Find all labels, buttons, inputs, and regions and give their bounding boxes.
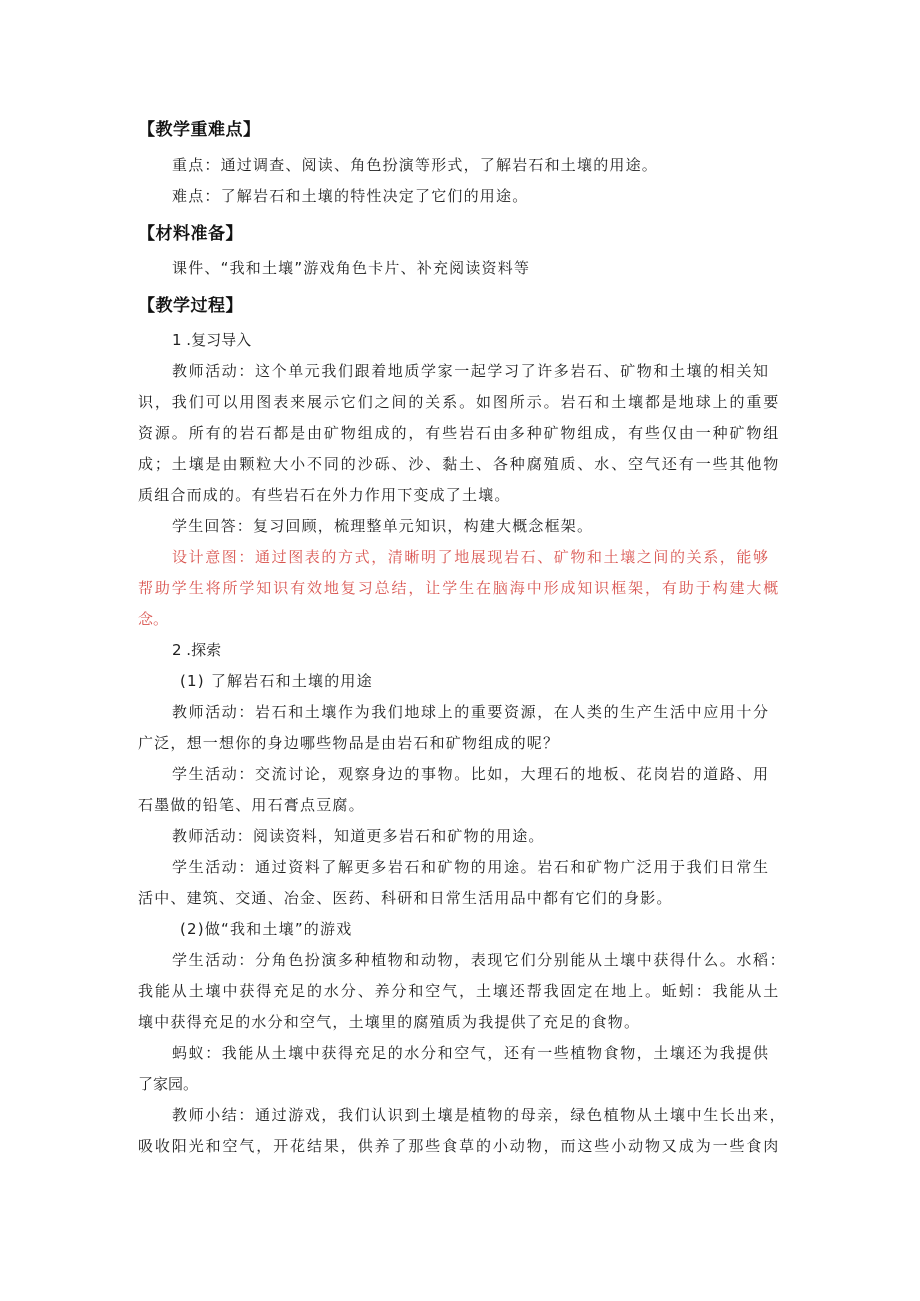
step1-design-line: 帮助学生将所学知识有效地复习总结，让学生在脑海中形成知识框架，有助于构建大概 [138, 579, 781, 597]
step1-teacher-line: 教师活动：这个单元我们跟着地质学家一起学习了许多岩石、矿物和土壤的相关知 [172, 362, 770, 380]
section-title-process: 【教学过程】 [138, 296, 243, 316]
step1-design-line: 设计意图：通过图表的方式，清晰明了地展现岩石、矿物和土壤之间的关系，能够 [172, 548, 770, 566]
hard-point-text: 难点：了解岩石和土壤的特性决定了它们的用途。 [172, 187, 529, 205]
step1-teacher-line: 识，我们可以用图表来展示它们之间的关系。如图所示。岩石和土壤都是地球上的重要 [138, 393, 781, 411]
step1-teacher-line: 资源。所有的岩石都是由矿物组成的，有些岩石由多种矿物组成，有些仅由一种矿物组 [138, 424, 781, 442]
step2-ant-line: 了家园。 [138, 1075, 199, 1093]
step2-student2-line: 学生活动：通过资料了解更多岩石和矿物的用途。岩石和矿物广泛用于我们日常生 [172, 858, 770, 876]
step2-part2-title: (2)做“我和土壤”的游戏 [180, 920, 353, 938]
step2-student3-line: 我能从土壤中获得充足的水分、养分和空气，土壤还帮我固定在地上。蚯蚓：我能从土 [138, 982, 781, 1000]
step2-teacher1-line: 教师活动：岩石和土壤作为我们地球上的重要资源，在人类的生产生活中应用十分 [172, 703, 770, 721]
step2-title: 2 .探索 [172, 641, 222, 659]
key-point-text: 重点：通过调查、阅读、角色扮演等形式，了解岩石和土壤的用途。 [172, 156, 659, 174]
materials-text: 课件、“我和土壤”游戏角色卡片、补充阅读资料等 [172, 259, 531, 277]
step2-student1-line: 学生活动：交流讨论，观察身边的事物。比如，大理石的地板、花岗岩的道路、用 [172, 765, 770, 783]
step2-summary-line: 吸收阳光和空气，开花结果，供养了那些食草的小动物，而这些小动物又成为一些食肉 [138, 1137, 781, 1155]
step2-student1-line: 石墨做的铅笔、用石膏点豆腐。 [138, 796, 365, 814]
step2-part1-title: (1) 了解岩石和土壤的用途 [180, 672, 373, 690]
step2-student2-line: 活中、建筑、交通、冶金、医药、科研和日常生活用品中都有它们的身影。 [138, 889, 673, 907]
step2-ant-line: 蚂蚁：我能从土壤中获得充足的水分和空气，还有一些植物食物，土壤还为我提供 [172, 1044, 770, 1062]
step1-teacher-line: 成；土壤是由颗粒大小不同的沙砾、沙、黏土、各种腐殖质、水、空气还有一些其他物 [138, 455, 781, 473]
section-title-difficulty: 【教学重难点】 [138, 120, 261, 140]
step2-teacher1-line: 广泛，想一想你的身边哪些物品是由岩石和矿物组成的呢？ [138, 734, 560, 752]
step1-teacher-line: 质组合而成的。有些岩石在外力作用下变成了土壤。 [138, 486, 511, 504]
section-title-materials: 【材料准备】 [138, 224, 243, 244]
step2-teacher2-text: 教师活动：阅读资料，知道更多岩石和矿物的用途。 [172, 827, 545, 845]
step1-design-line: 念。 [138, 610, 169, 628]
step1-title: 1 .复习导入 [172, 331, 252, 349]
step2-summary-line: 教师小结：通过游戏，我们认识到土壤是植物的母亲，绿色植物从土壤中生长出来， [172, 1106, 787, 1124]
step2-student3-line: 壤中获得充足的水分和空气，土壤里的腐殖质为我提供了充足的食物。 [138, 1013, 641, 1031]
step2-student3-line: 学生活动：分角色扮演多种植物和动物，表现它们分别能从土壤中获得什么。水稻： [172, 951, 787, 969]
step1-student-text: 学生回答：复习回顾，梳理整单元知识，构建大概念框架。 [172, 517, 594, 535]
